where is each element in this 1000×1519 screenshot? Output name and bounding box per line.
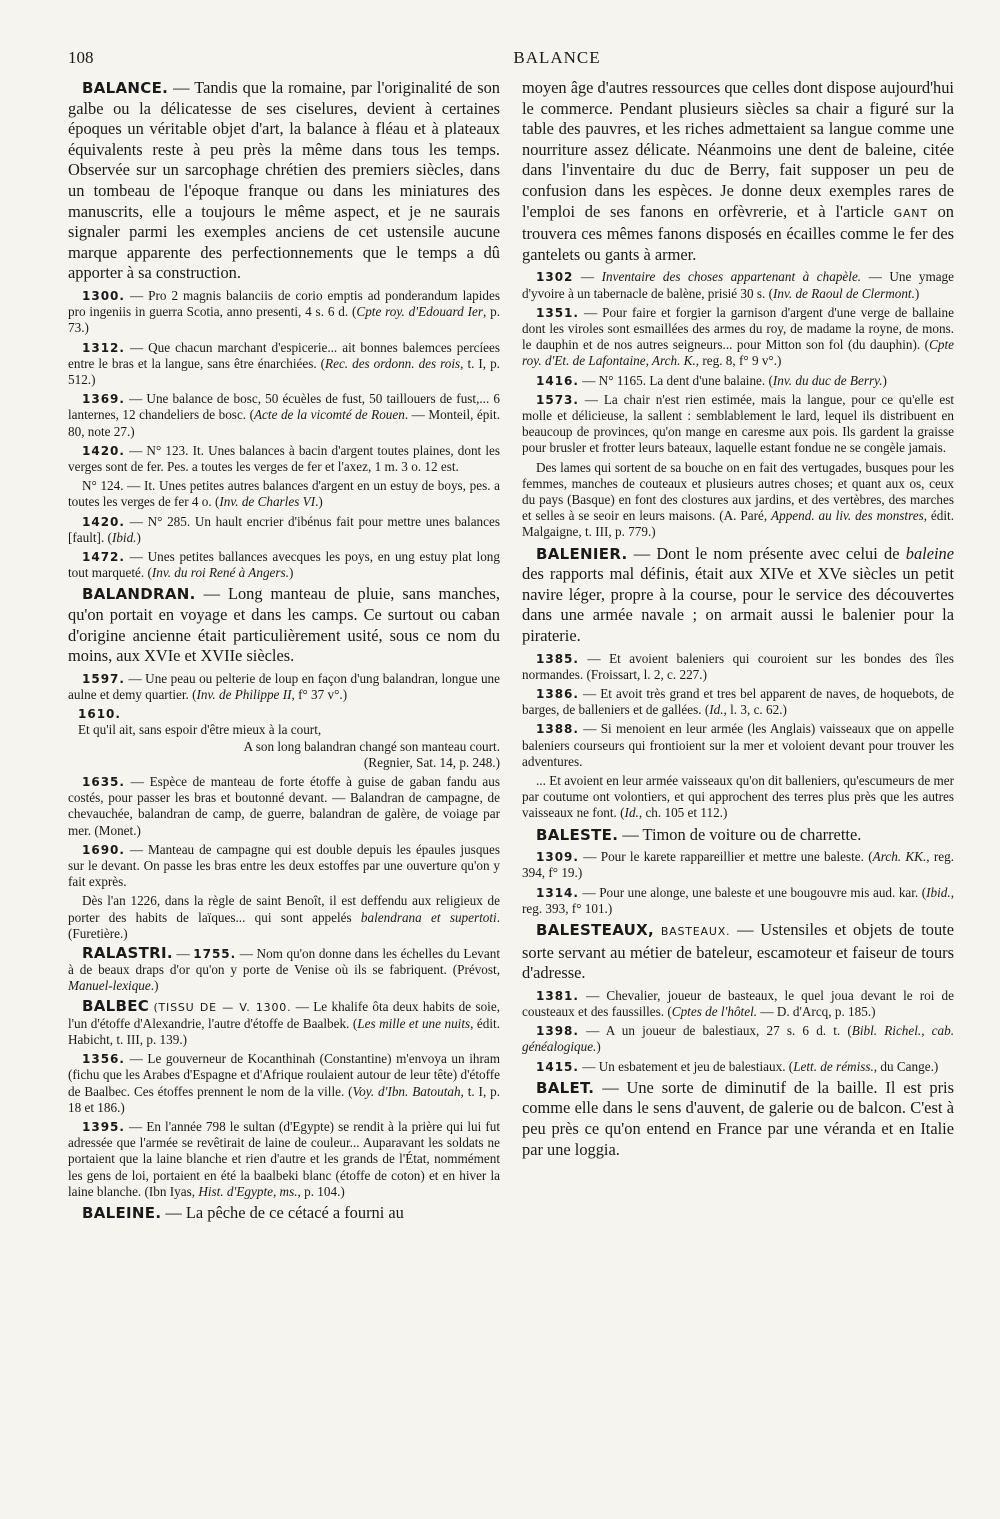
entry-balenier: BALENIER. — Dont le nom présente avec celui de baleine des rapports mal définis, était aux XIVe et XVe siècles un petit navire léger, propre à la course, pour le service des découvertes dans une armée navale ; on armait aussi le balenier pour la piraterie. — [522, 543, 954, 645]
quote-1690-cont: Dès l'an 1226, dans la règle de saint Benoît, il est deffendu aux religieux de porter des habits de laïques... qui sont appelés balendrana et supertoti. (Furetière.) — [68, 893, 501, 941]
running-head: BALANCE — [513, 48, 601, 67]
quote-1395: 1395. — En l'année 798 le sultan (d'Egypte) se rendit à la prière qui lui fut adressée que l'armée se revêtirait de laine de couleur... Auparavant les soldats ne portaient que la laine blanche et rien d'autre et les grands de l'État, nommément les gens de loi, portaient en été la baalbeki blanc (étoffe de coton) et en hiver la laine blanche. (Ibn Iyas, Hist. d'Egypte, ms., p. 104.) — [68, 1119, 500, 1199]
quote-1388-cont: ... Et avoient en leur armée vaisseaux qu'on dit balleniers, qu'escumeurs de mer par coutume ont volontiers, et qui approchent des terres plus près que les autres vaisseaux ne font. (Id., ch. 105 et 112.) — [522, 772, 954, 821]
quote-1420a: 1420. — N° 123. It. Unes balances à bacin d'argent toutes plaines, dont les verges sont de fer. Pes. a toutes les verges de fer et l'axez, 1 m. 3 o. 12 est. — [68, 442, 500, 474]
page-header — [68, 48, 956, 78]
quote-1302: 1302 — Inventaire des choses appartenant à chapèle. — Une ymage d'yvoire à un tabernacle de balène, prisié 30 s. (Inv. de Raoul de Clermont.) — [522, 269, 955, 301]
quote-1610: 1610. Et qu'il ait, sans espoir d'être mieux à la court, A son long balandran changé son manteau court. (Regnier, Sat. 14, p. 248.) — [78, 707, 500, 770]
entry-balandran: BALANDRAN. — Long manteau de pluie, sans manches, qu'on portait en voyage et dans les camps. Ce surtout ou caban d'origine ancienne était particulièrement usité, sous ce nom du moins, aux XVIe et XVIIe siècles. — [68, 584, 500, 666]
entry-balet: BALET. — Une sorte de diminutif de la baille. Il est pris comme elle dans le sens d'auvent, de galerie ou de balcon. C'est à peu près ce qu'on entend en France par une véranda et en Italie par une loggia. — [522, 1077, 954, 1159]
headword: BALBEC — [82, 996, 150, 1015]
quote-124: N° 124. — It. Unes petites autres balances d'argent en un estuy de boys, pes. a toutes les verges de fer 4 o. (Inv. de Charles VI.) — [68, 478, 500, 510]
quote-1385: 1385. — Et avoient baleniers qui couroient sur les bondes des îles normandes. (Froissart, l. 2, c. 227.) — [522, 650, 954, 682]
headword: BALESTE. — [536, 825, 619, 844]
headword: BALEINE. — [82, 1204, 162, 1223]
left-column — [68, 78, 500, 1228]
entry-ralastri: RALASTRI. — 1755. — Nom qu'on donne dans les échelles du Levant à de beaux draps d'or qu'on y porte de Venise où ils se fabriquent. (Prévost, Manuel-lexique.) — [68, 944, 501, 994]
quote-1573: 1573. — La chair n'est rien estimée, mais la langue, pour ce qu'elle est molle et délicieuse, la sallent : semblablement le lard, lequel ils distribuent en beaucoup de provinces, qu'on mange en caresme aux pois. Ils gardent la graisse pour brusler et frotter leurs bateaux, laquelle estant fondue ne se congèle jamais. — [522, 391, 954, 456]
quote-1388: 1388. — Si menoient en leur armée (les Anglais) vaisseaux que on appelle baleniers courseurs qui frontioient sur la mer et voloient devant pour trouver les adventures. — [522, 721, 954, 769]
quote-1356: 1356. — Le gouverneur de Kocanthinah (Constantine) m'envoya un ihram (fichu que les Arabes d'Espagne et d'Afrique roulaient autour de leur tête) d'étoffe de Baalbec. Ces étoffes prennent le nom de la ville. (Voy. d'Ibn. Batoutah, t. I, p. 18 et 186.) — [68, 1051, 500, 1115]
quote-1416: 1416. — N° 1165. La dent d'une balaine. (Inv. du duc de Berry.) — [536, 372, 887, 388]
quote-1300: 1300. — Pro 2 magnis balanciis de corio emptis ad ponderandum lapides pro ingeniis in guerra Scotia, anno presenti, 4 s. 6 d. (Cpte roy. d'Edouard Ier, p. 73.) — [68, 287, 501, 336]
headword: BALET. — [536, 1078, 595, 1097]
quote-1312: 1312. — Que chacun marchant d'espicerie... ait bonnes balemces percíees entre le bras et la langue, sans être énarchiées. (Rec. des ordonn. des rois, t. I, p. 512.) — [68, 339, 500, 387]
quote-1398: 1398. — A un joueur de balestiaux, 27 s. 6 d. t. (Bibl. Richel., cab. généalogique.) — [522, 1023, 955, 1055]
entry-balbec: BALBEC (TISSU DE — V. 1300. — Le khalife ôta deux habits de soie, l'un d'étoffe d'Alexandrie, l'autre d'étoffe de Baalbek. (Les mille et une nuits, édit. Habicht, t. III, p. 139.) — [68, 996, 501, 1048]
quote-1690: 1690. — Manteau de campagne qui est double depuis les épaules jusques sur le devant. On passe les bras entre les deux estoffes par une ouverture qu'on y fait exprès. — [68, 841, 500, 890]
right-column — [522, 78, 954, 1228]
headword: BALESTEAUX, — [536, 921, 655, 939]
page-number: 108 — [68, 48, 94, 67]
quote-1420b: 1420. — N° 285. Un hault encrier d'ibénus fait pour mettre unes balances [fault]. (Ibid.) — [68, 513, 500, 545]
quote-1381: 1381. — Chevalier, joueur de basteaux, le quel joua devant le roi de cousteaux et des faussilles. (Cptes de l'hôtel. — D. d'Arcq, p. 185.) — [522, 987, 954, 1019]
quote-1573-cont: Des lames qui sortent de sa bouche on en fait des vertugades, busques pour les femmes, manches de couteaux et plusieurs autres choses; et quant aux os, ceux du pays (Basque) en font des clostures aux jardins, et des vertèbres, des marches et selles à se seoir en leurs maisons. (A. Paré, Append. au liv. des monstres, édit. Malgaigne, t. III, p. 779.) — [522, 459, 955, 540]
entry-baleine-cont: moyen âge d'autres ressources que celles dont dispose aujourd'hui le commerce. Pendant plusieurs siècles sa chair a figuré sur la table des pauvres, et les riches admettaient sa langue comme une nourriture assez délicate. Néanmoins une dent de baleine, citée dans l'inventaire du duc de Berry, fait supposer un peu de confusion dans les espèces. Je donne deux exemples rares de l'emploi de ses fanons en orfèvrerie, et à l'article GANT on trouvera ces mêmes fanons disposés en écailles comme le fer des gantelets ou gants à armer. — [522, 78, 954, 264]
quote-1635: 1635. — Espèce de manteau de forte étoffe à guise de gaban fandu aus costés, pour passer les bras et boutonné devant. — Balandran de campagne, de chevauchée, balandran de camp, de guerre, balandran de galère, de voiage par mer. (Monet.) — [68, 773, 500, 838]
headword: RALASTRI. — [82, 944, 173, 963]
quote-1386: 1386. — Et avoit très grand et tres bel apparent de naves, de hoquebots, de barges, de balleniers et de gallées. (Id., l. 3, c. 62.) — [522, 685, 954, 718]
headword: BALENIER. — [536, 544, 628, 563]
quote-1351: 1351. — Pour faire et forgier la garnison d'argent d'une verge de ballaine dont les viroles sont esmaillées des armes du roy, de madame la royne, de mons. le dauphin et de nos autres seigneurs... pour Mitton son fol (du dauphin). (Cpte roy. d'Et. de Lafontaine, Arch. K., reg. 8, f° 9 v°.) — [522, 304, 954, 369]
quote-1369: 1369. — Une balance de bosc, 50 écuèles de fust, 50 taillouers de fust,... 6 lanternes, 12 chandeliers de bosc. (Acte de la vicomté de Rouen. — Monteil, épit. 80, note 27.) — [68, 391, 500, 439]
headword: BALANCE. — [82, 79, 169, 97]
quote-1314: 1314. — Pour une alonge, une baleste et une bougouvre mis aud. kar. (Ibid., reg. 393, f° 101.) — [522, 884, 954, 916]
quote-1597: 1597. — Une peau ou pelterie de loup en façon d'ung balandran, longue une aulne et demy quartier. (Inv. de Philippe II, f° 37 v°.) — [68, 670, 500, 702]
quote-1472: 1472. — Unes petites ballances avecques les poys, en ung estuy plat long tout marqueté. (Inv. du roi René à Angers.) — [68, 548, 500, 581]
entry-baleine: BALEINE. — La pêche de ce cétacé a fourni au — [82, 1203, 404, 1223]
entry-baleste: BALESTE. — Timon de voiture ou de charrette. — [536, 824, 862, 844]
quote-1415: 1415. — Un esbatement et jeu de balestiaux. (Lett. de rémiss., du Cange.) — [536, 1058, 939, 1074]
headword: BALANDRAN. — [82, 585, 196, 604]
entry-balance: BALANCE. — Tandis que la romaine, par l'originalité de son galbe ou la délicatesse de ses ciselures, devient à certaines époques un véritable objet d'art, la balance à fléau et à plateaux équivalents reste à peu près la même dans tous les temps. Observée sur un sarcophage chrétien des premiers siècles, dans un tombeau de l'époque franque ou dans les miniatures des manuscrits, elle a toujours le même aspect, et je ne saurais signaler parmi les exemples anciens de cet ustensile aucune marque apparente des perfectionnements que le temps a dû apporter à sa construction. — [68, 78, 500, 283]
quote-1309: 1309. — Pour le karete rappareillier et mettre une baleste. (Arch. KK., reg. 394, f° 19.) — [522, 849, 954, 881]
entry-balesteaux: BALESTEAUX, BASTEAUX. — Ustensiles et objets de toute sorte servant au métier de bateleur, escamoteur et faiseur de tours d'adresse. — [522, 920, 954, 983]
